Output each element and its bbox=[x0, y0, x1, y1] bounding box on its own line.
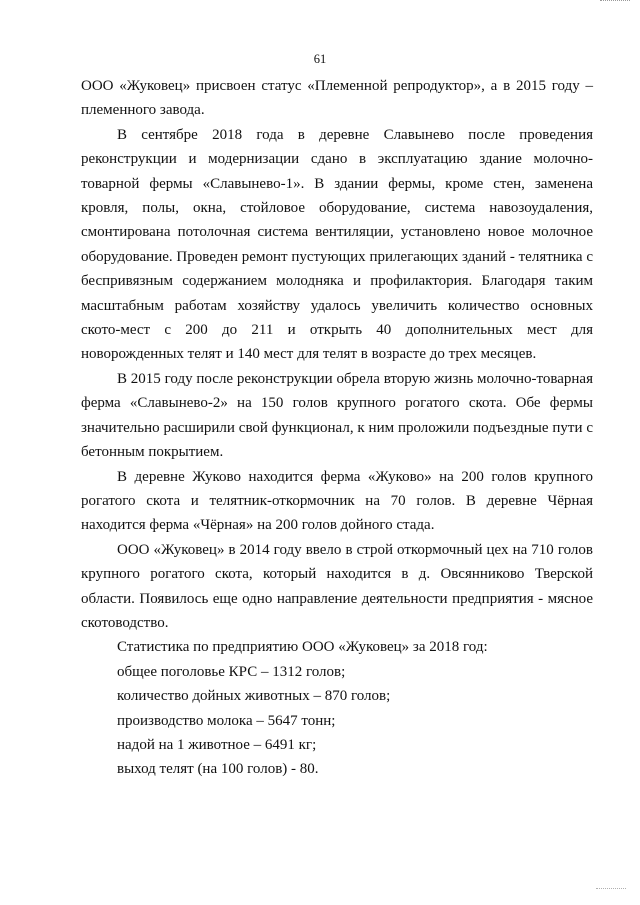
paragraph-feedlot: ООО «Жуковец» в 2014 году ввело в строй откормочный цех на 710 голов крупного рогатого скота, который находится в д. Овсянниково Тверской области. Появилось еще одно направление деятельности предприятия - мясное скотоводство. bbox=[81, 541, 593, 631]
scan-edge-mark-bottom bbox=[596, 888, 626, 891]
document-body bbox=[81, 74, 593, 782]
scan-edge-mark-top bbox=[600, 0, 630, 4]
statistics-item-dairy-cows: количество дойных животных – 870 голов; bbox=[117, 688, 391, 705]
paragraph-slavynevo-1: В сентябре 2018 года в деревне Славынево после проведения реконструкции и модернизации сдано в эксплуатацию здание молочно-товарной фермы «Славынево-1». В здании фермы, кроме стен, заменена кровля, полы, окна, стойловое оборудование, система навозоудаления, смонтирована потолочная система вентиляции, установлено новое молочное оборудование. Проведен ремонт пустующих прилегающих зданий - телятника с беспривязным содержанием молодняка и профилактория. Благодаря таким масштабным работам хозяйству удалось увеличить количество основных ското-мест с 200 до 211 и открыть 40 дополнительных мест для новорожденных телят и 140 мест для телят в возрасте до трех месяцев. bbox=[81, 126, 593, 363]
statistics-item-milk-yield: надой на 1 животное – 6491 кг; bbox=[117, 736, 317, 753]
statistics-heading: Статистика по предприятию ООО «Жуковец» за 2018 год: bbox=[117, 639, 488, 656]
statistics-item-calf-output: выход телят (на 100 голов) - 80. bbox=[117, 761, 319, 778]
statistics-item-total-herd: общее поголовье КРС – 1312 голов; bbox=[117, 663, 346, 680]
paragraph-status: ООО «Жуковец» присвоен статус «Племенной репродуктор», а в 2015 году – племенного завода. bbox=[81, 78, 593, 119]
paragraph-zhukovo-chernaya: В деревне Жуково находится ферма «Жуково» на 200 голов крупного рогатого скота и телятник-откормочник на 70 голов. В деревне Чёрная находится ферма «Чёрная» на 200 голов дойного стада. bbox=[81, 468, 593, 534]
page-number: 61 bbox=[313, 52, 327, 66]
statistics-item-milk-production: производство молока – 5647 тонн; bbox=[117, 712, 336, 729]
paragraph-slavynevo-2: В 2015 году после реконструкции обрела вторую жизнь молочно-товарная ферма «Славынево-2» на 150 голов крупного рогатого скота. Обе фермы значительно расширили свой функционал, к ним проложили подъездные пути с бетонным покрытием. bbox=[81, 370, 593, 461]
